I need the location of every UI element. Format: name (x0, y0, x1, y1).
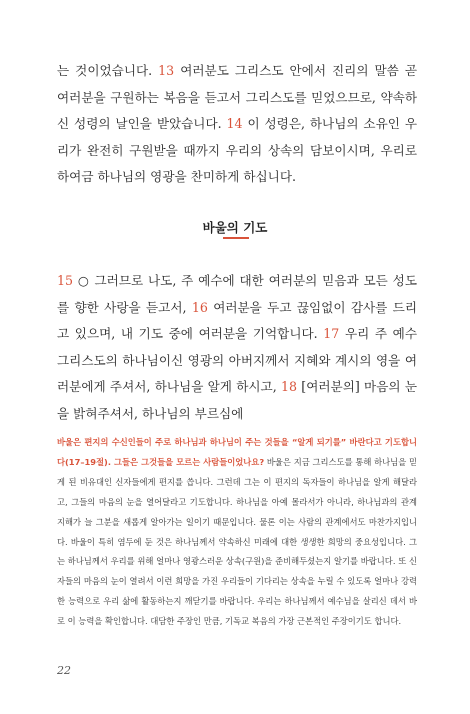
commentary-question: 바울은 편지의 수신인들이 주로 하나님과 하나님이 주는 것들을 “알게 되기를” 바란다고 기도합니다(17–19절). 그들은 그것들을 모르는 사람들이었나요? (57, 437, 417, 467)
verse-number-17: 17 (323, 326, 340, 341)
section-heading: 바울의 기도 (202, 220, 268, 235)
paragraph-text: 여러분을 두고 끊임없이 감사를 드리고 있으며, 내 기도 중에 여러분을 기억합니다. (57, 299, 417, 341)
heading-underline (223, 237, 249, 239)
verse-number-13: 13 (158, 63, 175, 78)
paragraph-text: [여러분의] 마음의 눈을 밝혀주셔서, 하나님의 부르심에 (57, 379, 417, 421)
paragraph-text: ○ 그러므로 나도, 주 예수에 대한 여러분의 믿음과 모든 성도를 향한 사랑을 듣고서, (57, 273, 417, 315)
paragraph-text: 여러분도 그리스도 안에서 진리의 말씀 곧 여러분을 구원하는 복음을 듣고서 그리스도를 믿었으므로, 약속하신 성령의 날인을 받았습니다. (57, 63, 418, 131)
verse-number-14: 14 (226, 116, 243, 131)
commentary-box (57, 433, 417, 632)
paragraph-text: 우리 주 예수 그리스도의 하나님이신 영광의 아버지께서 지혜와 계시의 영을 여러분에게 주셔서, 하나님을 알게 하시고, (57, 326, 417, 394)
paragraph-text: 는 것이었습니다. (57, 63, 159, 78)
page-number: 22 (57, 664, 71, 677)
verse-number-18: 18 (281, 379, 298, 394)
verse-number-16: 16 (191, 299, 208, 315)
paragraph-text: 이 성령은, 하나님의 소유인 우리가 완전히 구원받을 때까지 우리의 상속의 담보이시며, 우리로 하여금 하나님의 영광을 찬미하게 하십니다. (57, 116, 417, 184)
verse-number-15: 15 (57, 273, 74, 288)
scripture-paragraph-2 (57, 268, 417, 427)
commentary-body: 바울은 지금 그리스도를 통해 하나님을 믿게 된 비유대인 신자들에게 편지를 씁니다. 그런데 그는 이 편지의 독자들이 하나님을 알게 해달라고, 그들의 마음의 눈을 열어달라고 기도합니다. 하나님을 아예 몰라서가 아니라, 하나님과의 관계 지해가 늘 그분을 새롭게 알아가는 일이기 때문입니다. 물론 이는 사람의 관계에서도 마찬가지입니다. 바울이 특히 염두에 둔 것은 하나님께서 약속하신 미래에 대한 생생한 희망의 중요성입니다. 그는 하나님께서 우리를 위해 얼마나 영광스러운 상속(구원)을 준비해두셨는지 알기를 바랍니다. 또 신자들의 마음의 눈이 열려서 이런 희망을 가진 우리들이 기다리는 상속을 누릴 수 있도록 얼마나 강력한 능력으로 우리 삶에 활동하는지 깨닫기를 바랍니다. 우리는 하나님께서 예수님을 살리신 데서 바로 이 능력을 확인합니다. 대담한 주장인 만큼, 기독교 복음의 가장 근본적인 주장이기도 합니다. (57, 456, 417, 627)
scripture-paragraph-1 (57, 58, 417, 191)
